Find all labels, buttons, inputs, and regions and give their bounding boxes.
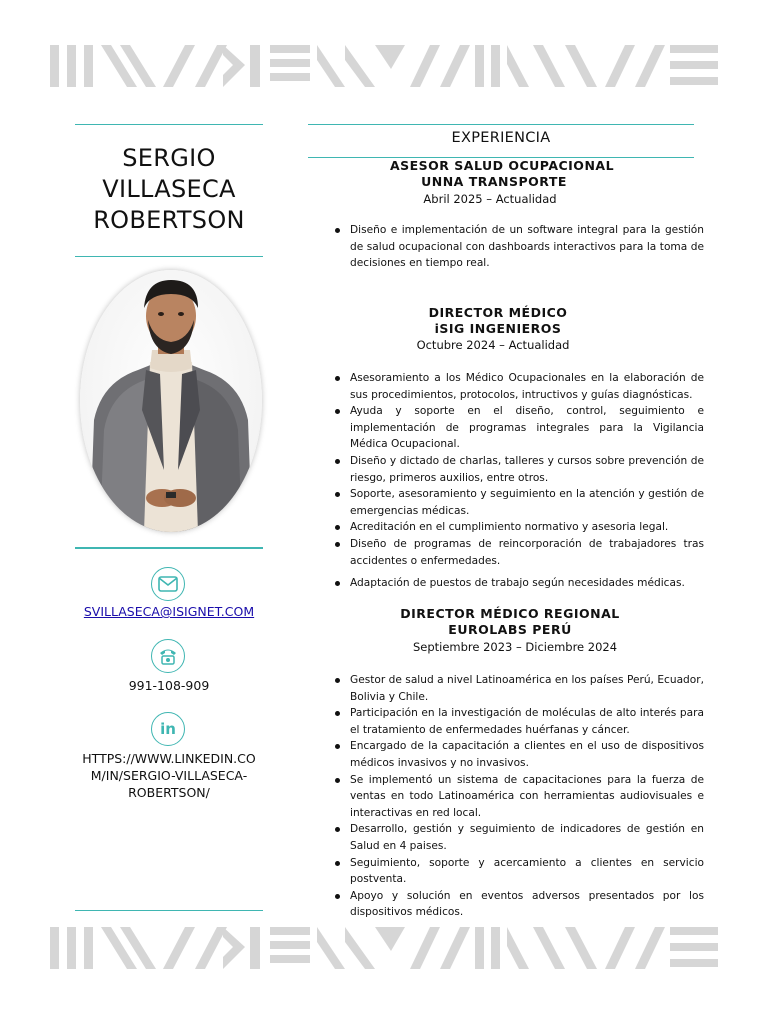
decorative-header-band (45, 43, 718, 89)
job-2-bullet-2: Ayuda y soporte en el diseño, control, seguimiento e implementación de programas integrales para la Vigilancia Médica Ocupacional. (332, 403, 704, 453)
name-line-first: SERGIO (122, 144, 216, 172)
linkedin-icon: in (151, 712, 185, 746)
job-2-title (378, 305, 618, 337)
job-2-bullet-4: Soporte, asesoramiento y seguimiento en la atención y gestión de emergencias médicas. (332, 486, 704, 519)
job-3-title (372, 606, 648, 638)
experience-divider-top (308, 124, 694, 125)
job-3-bullet-5: Desarrollo, gestión y seguimiento de indicadores de gestión en Salud en 4 paises. (332, 821, 704, 854)
job-3-bullet-1: Gestor de salud a nivel Latinoamérica en los países Perú, Ecuador, Bolivia y Chile. (332, 672, 704, 705)
profile-photo-illustration (80, 270, 262, 532)
linkedin-text[interactable] (75, 750, 263, 801)
left-divider-bottom (75, 910, 263, 911)
job-1-title (380, 158, 624, 190)
job-3-bullet-3: Encargado de la capacitación a clientes en el uso de dispositivos médicos invasivos y no invasivos. (332, 738, 704, 771)
linkedin-line-1: HTTPS://WWW.LINKEDIN.CO (82, 751, 256, 766)
job-3-bullet-4: Se implementó un sistema de capacitaciones para la fuerza de ventas en todo Latinoamérica con herramientas audiovisuales e interactivas en red local. (332, 772, 704, 822)
job-1-bullets (332, 222, 704, 272)
job-3-role: DIRECTOR MÉDICO REGIONAL (400, 606, 620, 621)
job-3-company: EUROLABS PERÚ (448, 622, 572, 637)
decorative-footer-band (45, 925, 718, 971)
job-2-dates: Octubre 2024 – Actualidad (416, 338, 570, 352)
name-line-middle: VILLASECA (102, 175, 236, 203)
envelope-icon (151, 567, 185, 601)
linkedin-line-3: ROBERTSON/ (128, 785, 210, 800)
job-1-role: ASESOR SALUD OCUPACIONAL (389, 158, 615, 173)
phone-text: 991-108-909 (128, 678, 210, 693)
job-1-bullet-1: Diseño e implementación de un software integral para la gestión de salud ocupacional con dashboards interactivos para la toma de decisiones en tiempo real. (332, 222, 704, 272)
candidate-name (75, 143, 263, 236)
name-line-last: ROBERTSON (93, 206, 245, 234)
job-2-bullet-3: Diseño y dictado de charlas, talleres y cursos sobre prevención de riesgo, primeros auxilios, entre otros. (332, 453, 704, 486)
experience-heading: EXPERIENCIA (451, 130, 551, 146)
left-divider-top (75, 124, 263, 125)
email-text[interactable] (75, 603, 263, 620)
email-link[interactable]: SVILLASECA@ISIGNET.COM (83, 604, 255, 619)
job-2-bullets (332, 370, 704, 592)
job-2-bullet-5: Acreditación en el cumplimiento normativo y asesoria legal. (332, 519, 704, 536)
job-3-dates: Septiembre 2023 – Diciembre 2024 (412, 640, 618, 654)
job-2-bullet-7: Adaptación de puestos de trabajo según necesidades médicas. (332, 575, 704, 592)
telephone-icon (151, 639, 185, 673)
job-3-bullet-7: Apoyo y solución en eventos adversos presentados por los dispositivos médicos. (332, 888, 704, 921)
left-divider-photo (75, 547, 263, 549)
job-1-dates: Abril 2025 – Actualidad (423, 192, 557, 206)
job-2-bullet-6: Diseño de programas de reincorporación de trabajadores tras accidentes o enfermedades. (332, 536, 704, 569)
linkedin-line-2: M/IN/SERGIO-VILLASECA- (90, 768, 248, 783)
profile-photo (80, 270, 262, 532)
job-2-bullet-1: Asesoramiento a los Médico Ocupacionales en la elaboración de sus procedimientos, protocolos, intructivos y guías diagnósticas. (332, 370, 704, 403)
job-2-role: DIRECTOR MÉDICO (428, 305, 568, 320)
job-3-bullets (332, 672, 704, 921)
job-3-bullet-2: Participación en la investigación de moléculas de alto interés para el tratamiento de enfermedades huérfanas y cáncer. (332, 705, 704, 738)
job-2-company: iSIG INGENIEROS (434, 321, 562, 336)
job-3-bullet-6: Seguimiento, soporte y acercamiento a clientes en servicio postventa. (332, 855, 704, 888)
left-divider-name (75, 256, 263, 257)
job-1-company: UNNA TRANSPORTE (421, 174, 567, 189)
